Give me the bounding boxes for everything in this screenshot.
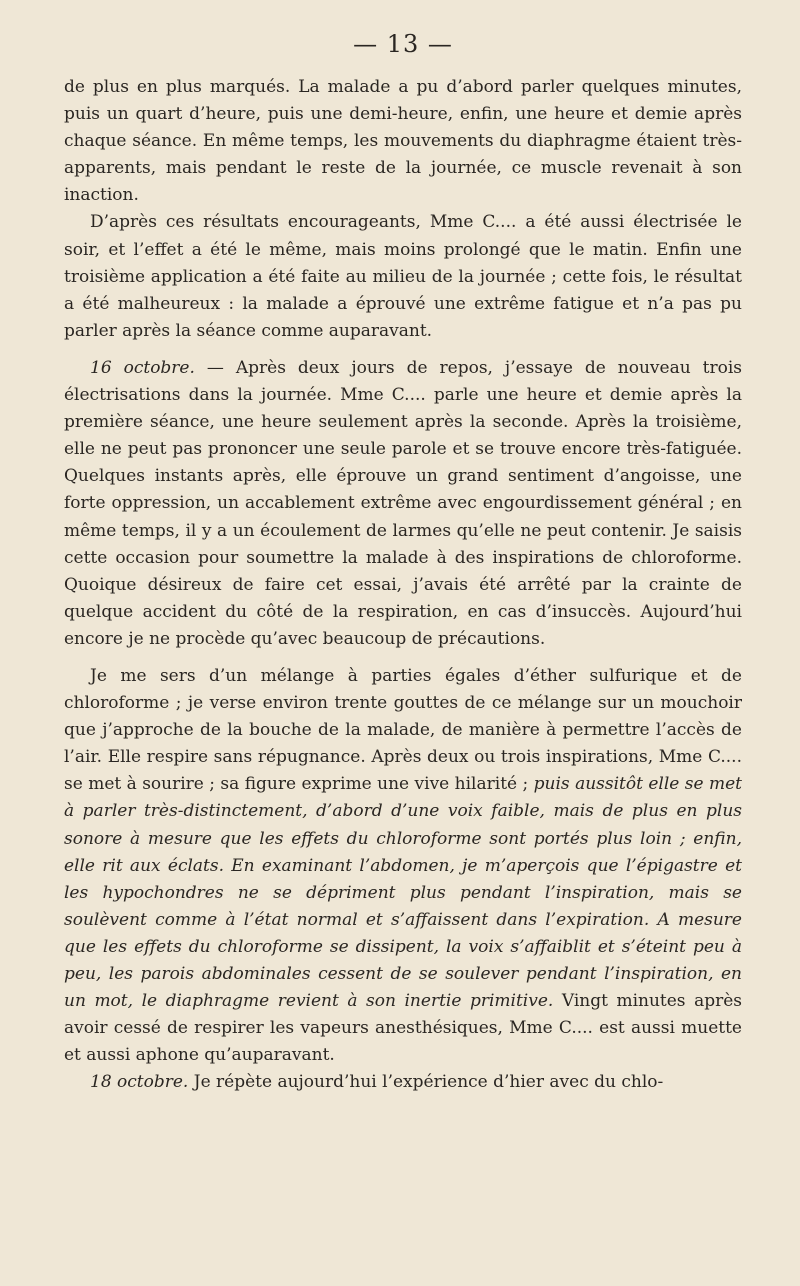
paragraph-1: de plus en plus marqués. La malade a pu d’abord parler quelques minutes, puis un quart d’heure, puis une demi-heure, enfin, une heure et demie après chaque séance. En même temps, les mouvements du diaphragme étaient très-apparents, mais pendant le reste de la journée, ce muscle revenait à son inaction. [64, 77, 742, 206]
date-16-octobre: 16 octobre. [90, 357, 195, 378]
paragraph-3 [64, 355, 742, 653]
paragraph-4-text-start: Je me sers d’un mélange à parties égales d’éther sulfurique et de chloroforme ; je verse environ trente gouttes de ce mélange sur un mouchoir que j’approche de la bouche de la malade, de manière à permettre l’accès de l’air. Elle respire sans répugnance. Après deux ou trois inspirations, Mme C.... se met à sourire ; sa figure exprime une vive hilarité ; [64, 665, 742, 795]
paragraph-4-text-end: Vingt minutes après avoir cessé de respirer les vapeurs anesthésiques, Mme C.... est aussi muette et aussi aphone qu’auparavant. [64, 991, 742, 1066]
body-text [64, 74, 742, 1096]
paragraph-4-italic-passage: puis aussitôt elle se met à parler très-distinctement, d’abord d’une voix faible, mais de plus en plus sonore à mesure que les effets du chloroforme sont portés plus loin ; enfin, elle rit aux éclats. En examinant l’abdomen, je m’aperçois que l’épigastre et les hypochondres ne se dépriment plus pendant l’inspiration, mais se soulèvent comme à l’état normal et s’affaissent dans l’expiration. A mesure que les effets du chloroforme se dissipent, la voix s’affaiblit et s’éteint peu à peu, les parois abdominales cessent de se soulever pendant l’inspiration, en un mot, le diaphragme revient à son inertie primitive. [64, 774, 742, 1012]
paragraph-2 [64, 209, 742, 344]
page-number: — 13 — [353, 30, 453, 58]
paragraph-5 [64, 1069, 742, 1096]
date-18-octobre: 18 octobre. [90, 1072, 189, 1093]
paragraph-4 [64, 663, 742, 1069]
paragraph-2-text: D’après ces résultats encourageants, Mme C.... a été aussi électrisée le soir, et l’effet a été le même, mais moins prolongé que le matin. Enfin une troisième application a été faite au milieu de la journée ; cette fois, le résultat a été malheureux : la malade a éprouvé une extrême fatigue et n’a pas pu parler après la séance comme auparavant. [64, 212, 742, 341]
paragraph-5-text: Je répète aujourd’hui l’expérience d’hier avec du chlo- [188, 1072, 664, 1093]
paragraph-3-text: — Après deux jours de repos, j’essaye de nouveau trois électrisations dans la journée. Mme C.... parle une heure et demie après la première séance, une heure seulement après la seconde. Après la troisième, elle ne peut pas prononcer une seule parole et se trouve encore très-fatiguée. Quelques instants après, elle éprouve un grand sentiment d’angoisse, une forte oppression, un accablement extrême avec engourdissement général ; en même temps, il y a un écoulement de larmes qu’elle ne peut contenir. Je saisis cette occasion pour soumettre la malade à des inspirations de chloroforme. Quoique désireux de faire cet essai, j’avais été arrêté par la crainte de quelque accident du côté de la respiration, en cas d’insuccès. Aujourd’hui encore je ne procède qu’avec beaucoup de précautions. [64, 357, 742, 649]
